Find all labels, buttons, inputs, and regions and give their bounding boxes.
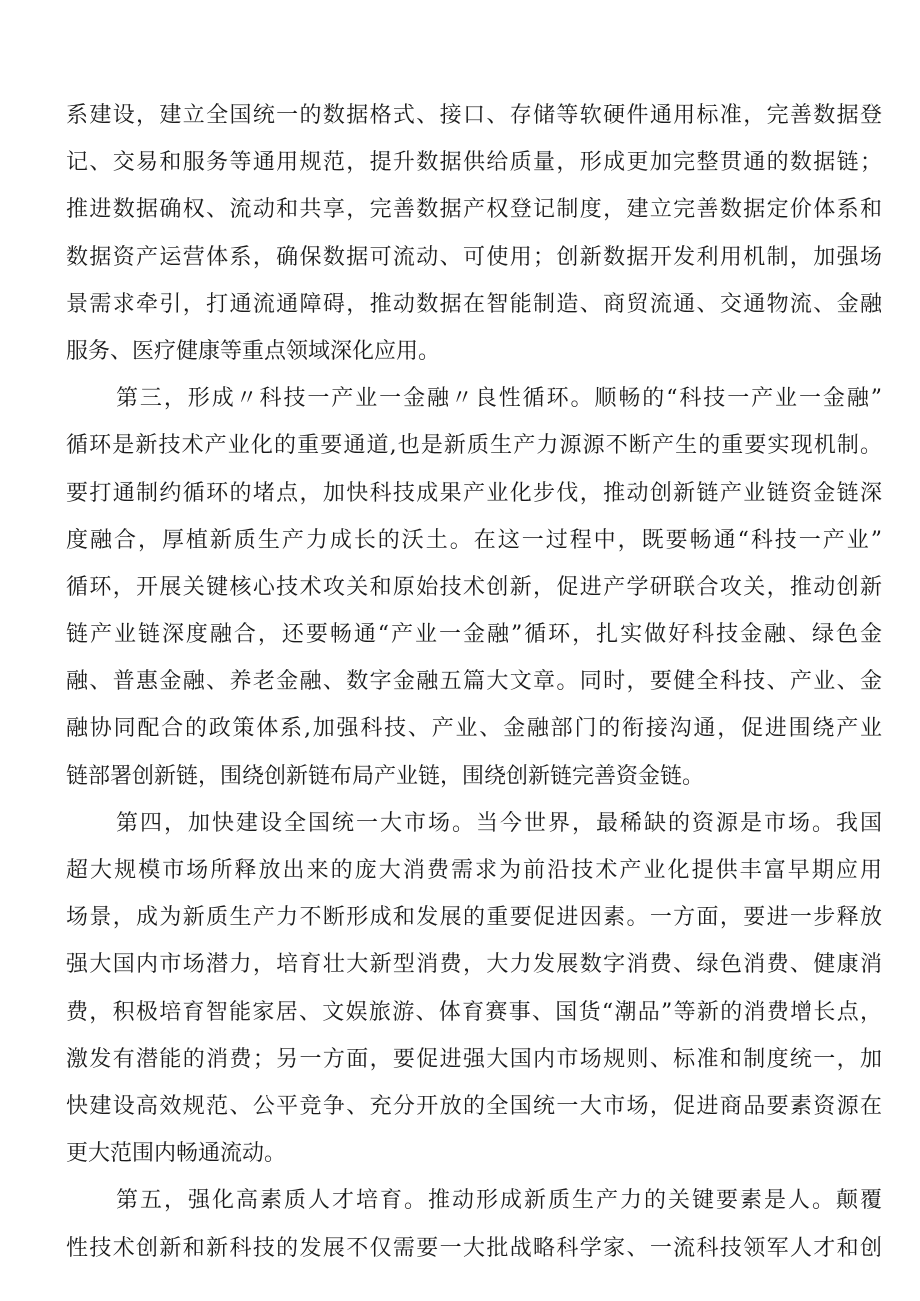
text-line: 性技术创新和新科技的发展不仅需要一大批战略科学家、一流科技领军人才和创 (66, 1235, 882, 1261)
text-line: 循环是新技术产业化的重要通道,也是新质生产力源源不断产生的重要实现机制。 (66, 433, 882, 459)
text-line: 系建设，建立全国统一的数据格式、接口、存储等软硬件通用标准，完善数据登 (66, 103, 882, 128)
text-line: 融协同配合的政策体系,加强科技、产业、金融部门的衔接沟通，促进围绕产业 (66, 716, 882, 742)
document-body (66, 92, 882, 1272)
text-line: 循环，开展关键核心技术攻关和原始技术创新，促进产学研联合攻关，推动创新 (66, 574, 882, 600)
text-line: 记、交易和服务等通用规范，提升数据供给质量，形成更加完整贯通的数据链； (66, 150, 882, 176)
text-line: 超大规模市场所释放出来的庞大消费需求为前沿技术产业化提供丰富早期应用 (66, 858, 882, 883)
text-line: 场景，成为新质生产力不断形成和发展的重要促进因素。一方面，要进一步释放 (66, 905, 882, 931)
text-line: 更大范围内畅通流动。 (66, 1141, 287, 1167)
text-line: 链产业链深度融合，还要畅通“产业一金融”循环，扎实做好科技金融、绿色金 (66, 622, 882, 648)
text-line: 强大国内市场潜力，培育壮大新型消费，大力发展数字消费、绿色消费、健康消 (66, 952, 882, 978)
text-line: 景需求牵引，打通流通障碍，推动数据在智能制造、商贸流通、交通物流、金融 (66, 291, 882, 317)
text-line: 链部署创新链，围绕创新链布局产业链，围绕创新链完善资金链。 (66, 763, 705, 789)
text-line: 数据资产运营体系，确保数据可流动、可使用；创新数据开发利用机制，加强场 (66, 244, 882, 270)
text-line: 激发有潜能的消费；另一方面，要促进强大国内市场规则、标准和制度统一，加 (66, 1046, 882, 1072)
text-line: 费，积极培育智能家居、文娱旅游、体育赛事、国货“潮品”等新的消费增长点， (66, 999, 882, 1025)
paragraph-start-line: 第三，形成〃科技一产业一金融〃良性循环。顺畅的“科技一产业一金融” (116, 386, 882, 412)
text-line: 融、普惠金融、养老金融、数字金融五篇大文章。同时，要健全科技、产业、金 (66, 669, 882, 695)
paragraph-start-line: 第五，强化高素质人才培育。推动形成新质生产力的关键要素是人。颠覆 (116, 1188, 882, 1214)
paragraph-start-line: 第四，加快建设全国统一大市场。当今世界，最稀缺的资源是市场。我国 (116, 810, 882, 836)
text-line: 服务、医疗健康等重点领域深化应用。 (66, 338, 441, 364)
text-line: 度融合，厚植新质生产力成长的沃土。在这一过程中，既要畅通“科技一产业” (66, 527, 882, 553)
text-line: 推进数据确权、流动和共享，完善数据产权登记制度，建立完善数据定价体系和 (66, 197, 882, 223)
text-line: 要打通制约循环的堵点，加快科技成果产业化步伐，推动创新链产业链资金链深 (66, 480, 882, 506)
text-line: 快建设高效规范、公平竞争、充分开放的全国统一大市场，促进商品要素资源在 (66, 1093, 882, 1119)
